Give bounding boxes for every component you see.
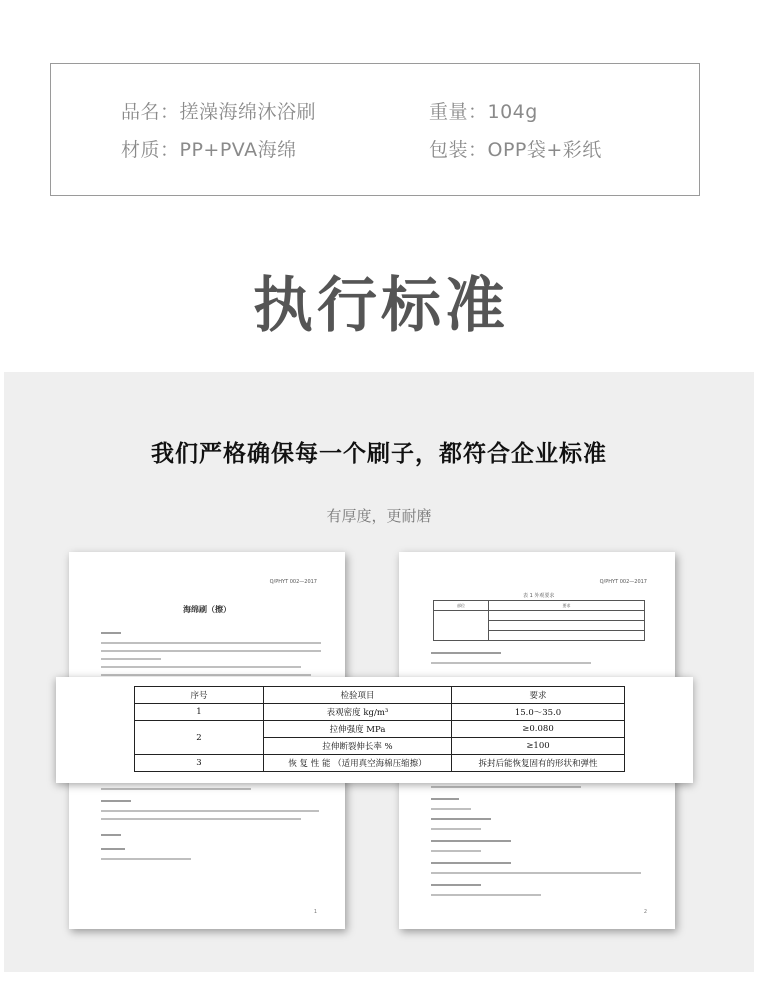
text-line — [431, 872, 641, 874]
text-line — [101, 800, 131, 802]
table-header-cell: 要求 — [489, 601, 645, 611]
section-title: 执行标准 — [253, 271, 509, 341]
table-cell — [489, 631, 645, 641]
text-line — [101, 810, 319, 812]
table-row — [135, 721, 625, 738]
spec-requirement: 15.0～35.0 — [452, 704, 625, 721]
table-title: 表 1 外观要求 — [523, 593, 555, 599]
table-row — [135, 755, 625, 772]
text-line — [101, 788, 251, 790]
spec-requirement: 拆封后能恢复固有的形状和弹性 — [452, 755, 625, 772]
text-line — [101, 848, 125, 850]
product-weight: 重量：104g — [429, 101, 538, 123]
text-line — [431, 884, 481, 886]
product-info-box — [50, 63, 700, 196]
text-line — [431, 818, 491, 820]
text-line — [431, 808, 471, 810]
text-line — [431, 798, 459, 800]
spec-no: 2 — [135, 721, 264, 755]
text-line — [431, 652, 501, 654]
product-material: 材质：PP+PVA海绵 — [121, 139, 297, 161]
appearance-table — [433, 600, 645, 641]
text-line — [101, 632, 121, 634]
spec-item: 拉伸强度 MPa — [264, 721, 452, 738]
panel-subheading: 有厚度，更耐磨 — [326, 507, 432, 525]
text-line — [101, 642, 321, 644]
text-line — [101, 666, 301, 668]
table-row — [135, 704, 625, 721]
spec-table-card — [56, 677, 693, 783]
text-line — [431, 894, 541, 896]
product-name: 品名：搓澡海绵沐浴刷 — [121, 101, 317, 123]
table-cell — [489, 621, 645, 631]
spec-requirement: ≥0.080 — [452, 721, 625, 738]
spec-table-header: 检验项目 — [264, 687, 452, 704]
text-line — [431, 840, 511, 842]
page-number: 1 — [313, 909, 317, 915]
table-cell — [434, 611, 489, 641]
panel-heading: 我们严格确保每一个刷子，都符合企业标准 — [151, 441, 607, 467]
text-line — [431, 828, 481, 830]
text-line — [101, 834, 121, 836]
spec-no: 3 — [135, 755, 264, 772]
standards-panel — [4, 372, 754, 972]
page-number: 2 — [643, 909, 647, 915]
text-line — [431, 850, 481, 852]
spec-table-header: 要求 — [452, 687, 625, 704]
spec-item: 表观密度 kg/m³ — [264, 704, 452, 721]
spec-table — [134, 686, 625, 772]
text-line — [101, 674, 311, 676]
table-header-cell: 部位 — [434, 601, 489, 611]
spec-requirement: ≥100 — [452, 738, 625, 755]
table-cell — [489, 611, 645, 621]
text-line — [101, 650, 321, 652]
spec-no: 1 — [135, 704, 264, 721]
text-line — [101, 658, 161, 660]
spec-item: 恢 复 性 能 （适用真空海棉压缩擦） — [264, 755, 452, 772]
document-code: Q/PHYT 002—2017 — [269, 579, 317, 585]
product-packaging: 包装：OPP袋+彩纸 — [429, 139, 602, 161]
text-line — [431, 786, 581, 788]
spec-item: 拉伸断裂伸长率 % — [264, 738, 452, 755]
document-title: 海绵刷（擦） — [183, 605, 231, 614]
text-line — [101, 818, 301, 820]
text-line — [431, 862, 511, 864]
spec-table-header: 序号 — [135, 687, 264, 704]
document-code: Q/PHYT 002—2017 — [599, 579, 647, 585]
text-line — [431, 662, 591, 664]
text-line — [101, 858, 191, 860]
